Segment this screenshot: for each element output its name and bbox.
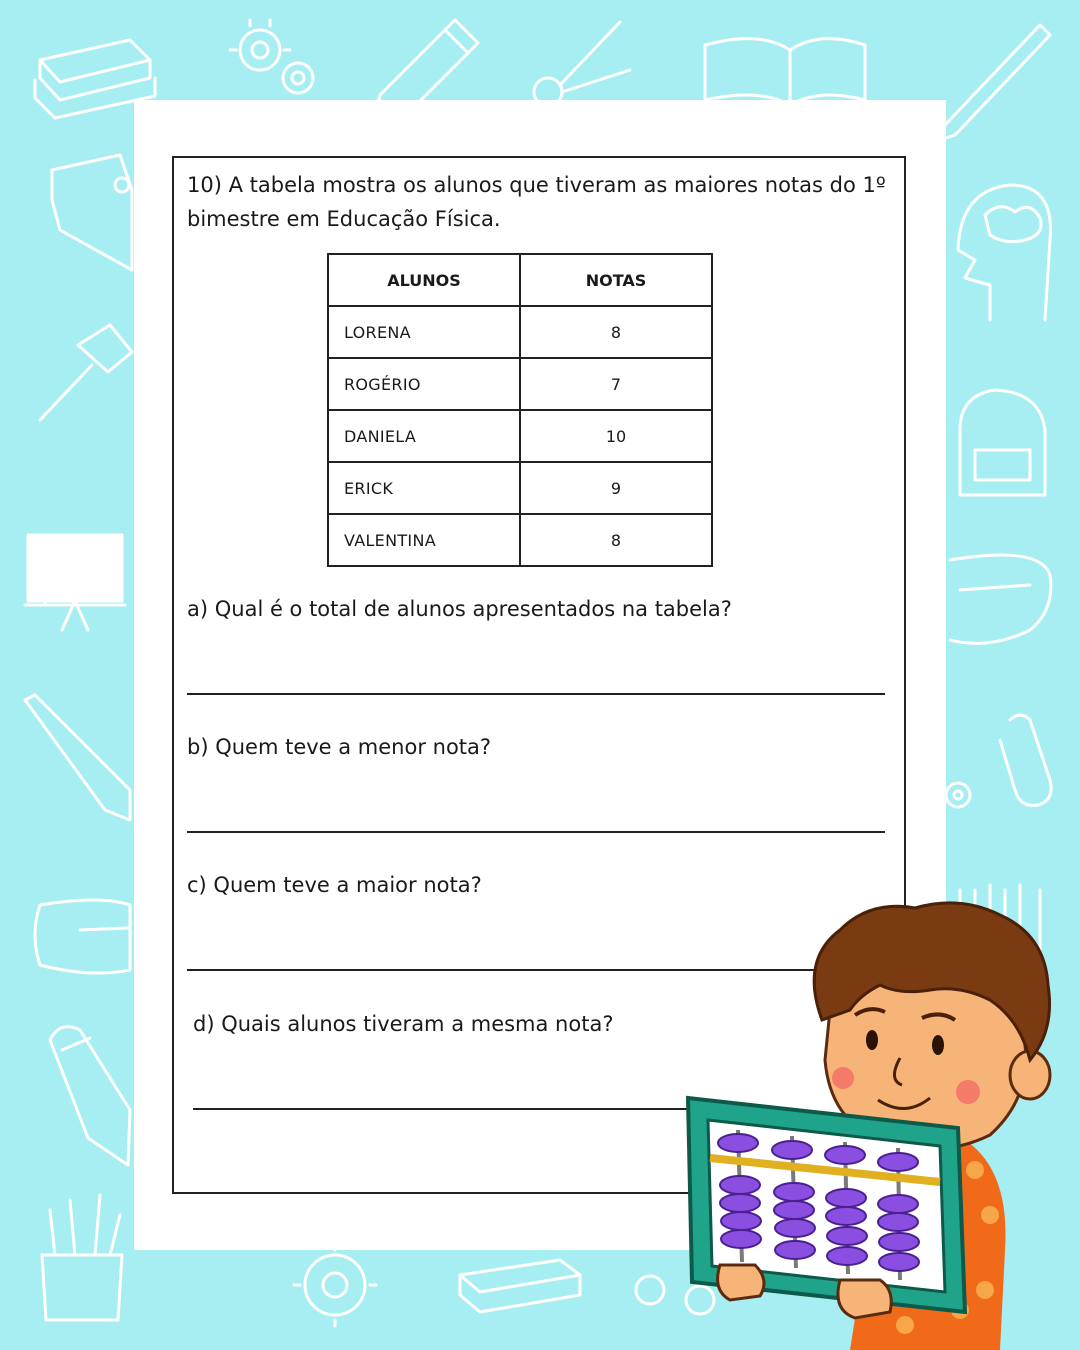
grades-table [327,253,713,567]
table-row [328,306,712,358]
table-row [328,514,712,566]
big-pencil-icon [50,1027,130,1165]
brain-head-icon [958,185,1051,320]
pencil-case-icon [950,555,1051,643]
notebook-icon [705,39,865,105]
whiteboard-stand-icon [25,601,125,630]
table-row [328,410,712,462]
whiteboard-icon [28,535,122,601]
student-grade: 9 [520,462,712,514]
student-grade: 8 [520,514,712,566]
student-grade: 7 [520,358,712,410]
question-c: c) Quem teve a maior nota? [187,873,482,897]
sharpener-icon [52,155,132,270]
answer-line-d[interactable] [193,1108,693,1110]
table-header-row [328,254,712,306]
answer-line-b[interactable] [187,831,885,833]
student-name: ROGÉRIO [328,358,520,410]
pencil-holder-icon [42,1195,122,1320]
header-notas: NOTAS [520,254,712,306]
pushpin-icon [40,325,132,420]
header-alunos: ALUNOS [328,254,520,306]
question-d: d) Quais alunos tiveram a mesma nota? [193,1012,614,1036]
student-name: DANIELA [328,410,520,462]
paperclip-icon [1000,715,1051,805]
pencil-case-icon-left [35,900,130,973]
table-row [328,358,712,410]
books-icon-bottom [460,1260,580,1312]
gear-icon-right [946,783,970,807]
gears-icon [230,20,313,93]
boy-with-abacus-illustration [670,900,1080,1350]
gear-icon-bottom [294,1244,376,1326]
pen-icon-left [25,695,130,820]
scissors-icon [534,22,630,106]
answer-line-a[interactable] [187,693,885,695]
student-name: LORENA [328,306,520,358]
backpack-icon [960,390,1045,495]
student-name: VALENTINA [328,514,520,566]
student-grade: 10 [520,410,712,462]
pen-icon [940,25,1050,140]
table-row [328,462,712,514]
student-grade: 8 [520,306,712,358]
question-intro: 10) A tabela mostra os alunos que tiveram as maiores notas do 1º bimestre em Educação Física. [187,173,886,231]
question-a: a) Qual é o total de alunos apresentados na tabela? [187,597,732,621]
student-name: ERICK [328,462,520,514]
question-b: b) Quem teve a menor nota? [187,735,492,759]
